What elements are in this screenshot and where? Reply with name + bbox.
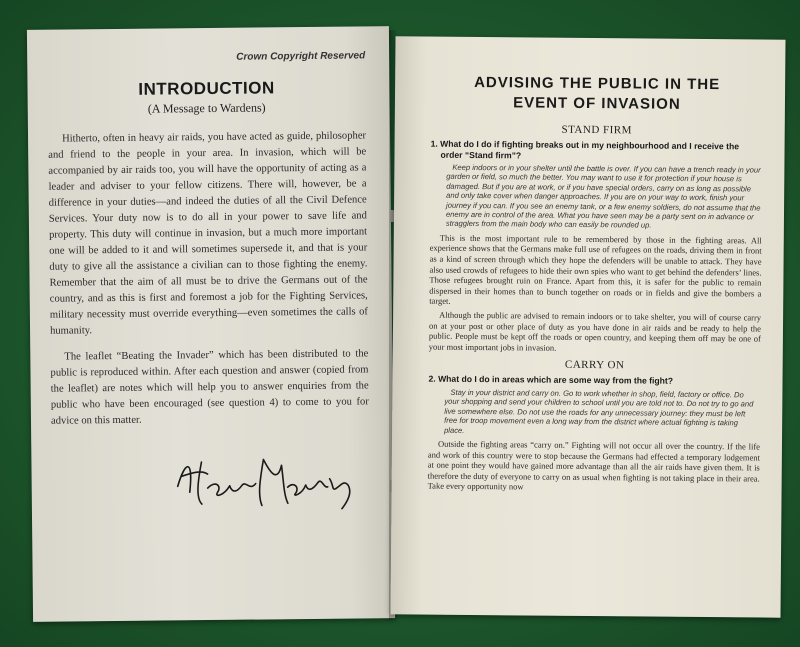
section-heading-stand-firm: STAND FIRM	[561, 123, 632, 137]
copyright-notice: Crown Copyright Reserved	[236, 50, 366, 63]
answer-1: Keep indoors or in your shelter until the battle is over. If you can have a trench ready in your garden or field, so much the better. You may want to use it for protection if your house is damaged. But if you are at work, or if you have special orders, carry on as long as possible and only take cover when danger approaches. If you are on your way to work, finish your journey if you can. If you see an enemy tank, or a few enemy soldiers, do not assume that the enemy are in control of the area. What you have seen may be a party sent on in advance or stragglers from the main body who can easily be rounded up.	[445, 162, 761, 230]
question-2: 2. What do I do in areas which are some way from the fight?	[428, 373, 674, 387]
answer-2: Stay in your district and carry on. Go to work whether in shop, field, factory or office. Do your shopping and send your children to school until you are told not to. Do not try to go and live somewhere else. Do not use the roads for any unnecessary journey: they must be left free for troop movement even a long way from the district where actual fighting is taking place.	[444, 387, 754, 435]
section-heading-carry-on: CARRY ON	[564, 359, 625, 372]
headline-line-1: ADVISING THE PUBLIC IN THE	[474, 73, 721, 94]
note-1-paragraph-2: Although the public are advised to remain indoors or to take shelter, you will of course carry on at your post or other place of duty as you have done in air raids and be ready to help the public. People must be kept off the roads or open country, and keeping them off may be one of your most important jobs in invasion.	[428, 309, 762, 353]
left-page	[27, 26, 395, 622]
right-page	[390, 36, 785, 617]
headline-line-2: EVENT OF INVASION	[513, 94, 681, 113]
intro-paragraph-1: Hitherto, often in heavy air raids, you have acted as guide, philosopher and friend to the people in your area. In invasion, which will be accompanied by air raids too, you will have the opportunity of acting as a leader and adviser to your fellow citizens. There will, however, be a difference in your duties—and indeed the duties of all the Civil Defence Services. Your duty now is to do all in your power to save life and property. This duty will continue in invasion, but a much more important one will be added to it and will sometimes supersede it, and that is your duty to give all the assistance a civilian can to those fighting the enemy. Remember that the aim of all must be to drive the Germans out of the country, and as this is first and foremost a job for the Fighting Services, military necessity must override everything—even sometimes the calls of humanity.	[48, 130, 368, 337]
introduction-title: INTRODUCTION	[138, 78, 275, 99]
introduction-subtitle: (A Message to Wardens)	[147, 100, 266, 116]
note-2-paragraph-1: Outside the fighting areas “carry on.” Fighting will not occur all over the country. If the life and work of this country were to stop because the Germans had effected a temporary lodgement at one point they would have gained more advantage than all the air raids have given them. It is therefore the duty of everyone to carry on as usual when fighting is not taking place in their area. Take every opportunity now	[427, 438, 761, 492]
note-1-paragraph-1: This is the most important rule to be remembered by those in the fighting areas. All experience shows that the Germans make full use of refugees on the roads, driving them in front as a kind of screen through which they hope the defenders will be unable to attack. They have also used crowds of refugees to hide their own spies who want to get behind the defenders’ lines. Those refugees brought ruin on France. Apart from this, it is safer for the public to remain dispersed in their homes than to bunch together on roads or in fields and give the bombers a target.	[429, 232, 762, 307]
signature	[171, 450, 362, 512]
page-headline	[431, 73, 763, 116]
question-1: 1. What do I do if fighting breaks out in my neighbourhood and I receive the order “Stand firm”?	[430, 138, 740, 160]
intro-paragraph-2: The leaflet “Beating the Invader” which has been distributed to the public is reproduced within. After each question and answer (copied from the leaflet) are notes which will help you to answer enquiries from the public who have been encouraged (see question 4) to come to you for advice on this matter.	[50, 348, 369, 427]
